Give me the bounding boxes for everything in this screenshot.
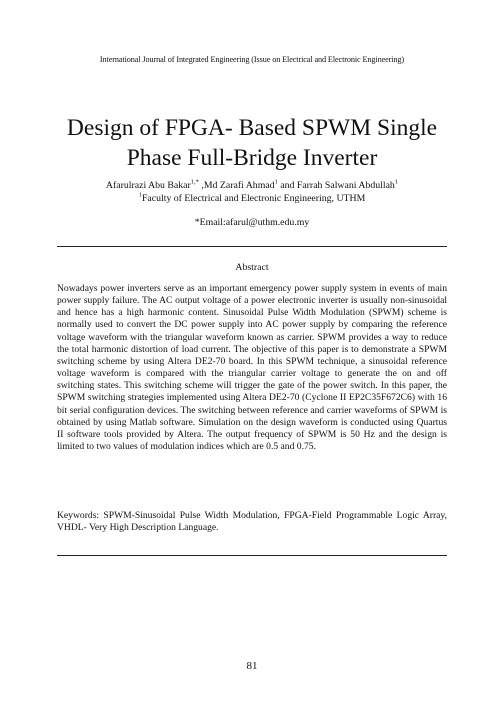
page-number: 81	[246, 660, 258, 672]
affiliation-text: Faculty of Electrical and Electronic Engineering, UTHM	[141, 193, 366, 204]
author-name: Md Zarafi Ahmad	[203, 180, 275, 191]
author-name: Farrah Salwani Abdullah	[296, 180, 395, 191]
author-conjunction: and	[277, 180, 297, 191]
author-name: Afarulrazi Abu Bakar	[105, 180, 191, 191]
paper-title	[40, 113, 464, 173]
paper-title-line-1: Design of FPGA- Based SPWM Single	[66, 115, 438, 141]
author-affiliation-mark: 1	[274, 178, 278, 186]
journal-header: International Journal of Integrated Engineering (Issue on Electrical and Electronic Engineering)	[99, 55, 405, 64]
affiliation	[0, 192, 504, 205]
abstract-heading: Abstract	[235, 262, 269, 273]
keywords: Keywords: SPWM-Sinusoidal Pulse Width Modulation, FPGA-Field Programmable Logic Array, VHDL- Very High Description Language.	[57, 510, 447, 534]
author-affiliation-mark: 1,*	[190, 178, 199, 186]
author-separator: ,	[198, 180, 204, 191]
bottom-divider	[57, 555, 447, 556]
top-divider	[57, 246, 447, 247]
author-list	[0, 179, 504, 192]
abstract-body: Nowadays power inverters serve as an important emergency power supply system in events of main power supply failure. The AC output voltage of a power electronic inverter is usually non-sinusoidal and hence has a high harmonic content. Sinusoidal Pulse Width Modulation (SPWM) scheme is normally used to convert the DC power supply into AC power supply by comparing the reference voltage waveform with the triangular waveform known as carrier. SPWM provides a way to reduce the total harmonic distortion of load current. The objective of this paper is to demonstrate a SPWM switching scheme by using Altera DE2-70 board. In this SPWM technique, a sinusoidal reference voltage waveform is compared with the triangular carrier voltage to generate the on and off switching states. This switching scheme will trigger the gate of the power switch. In this paper, the SPWM switching strategies implemented using Altera DE2-70 (Cyclone II EP2C35F672C6) with 16 bit serial configuration devices. The switching between reference and carrier waveforms of SPWM is obtained by using Matlab software. Simulation on the design waveform is conducted using Quartus II software tools provided by Altera. The output frequency of SPWM is 50 Hz and the design is limited to two values of modulation indices which are 0.5 and 0.75.	[57, 283, 447, 453]
corresponding-email: *Email:afarul@uthm.edu.my	[194, 217, 310, 228]
affiliation-mark: 1	[138, 191, 142, 199]
author-affiliation-mark: 1	[394, 178, 399, 186]
paper-title-line-2: Phase Full-Bridge Inverter	[126, 145, 378, 171]
